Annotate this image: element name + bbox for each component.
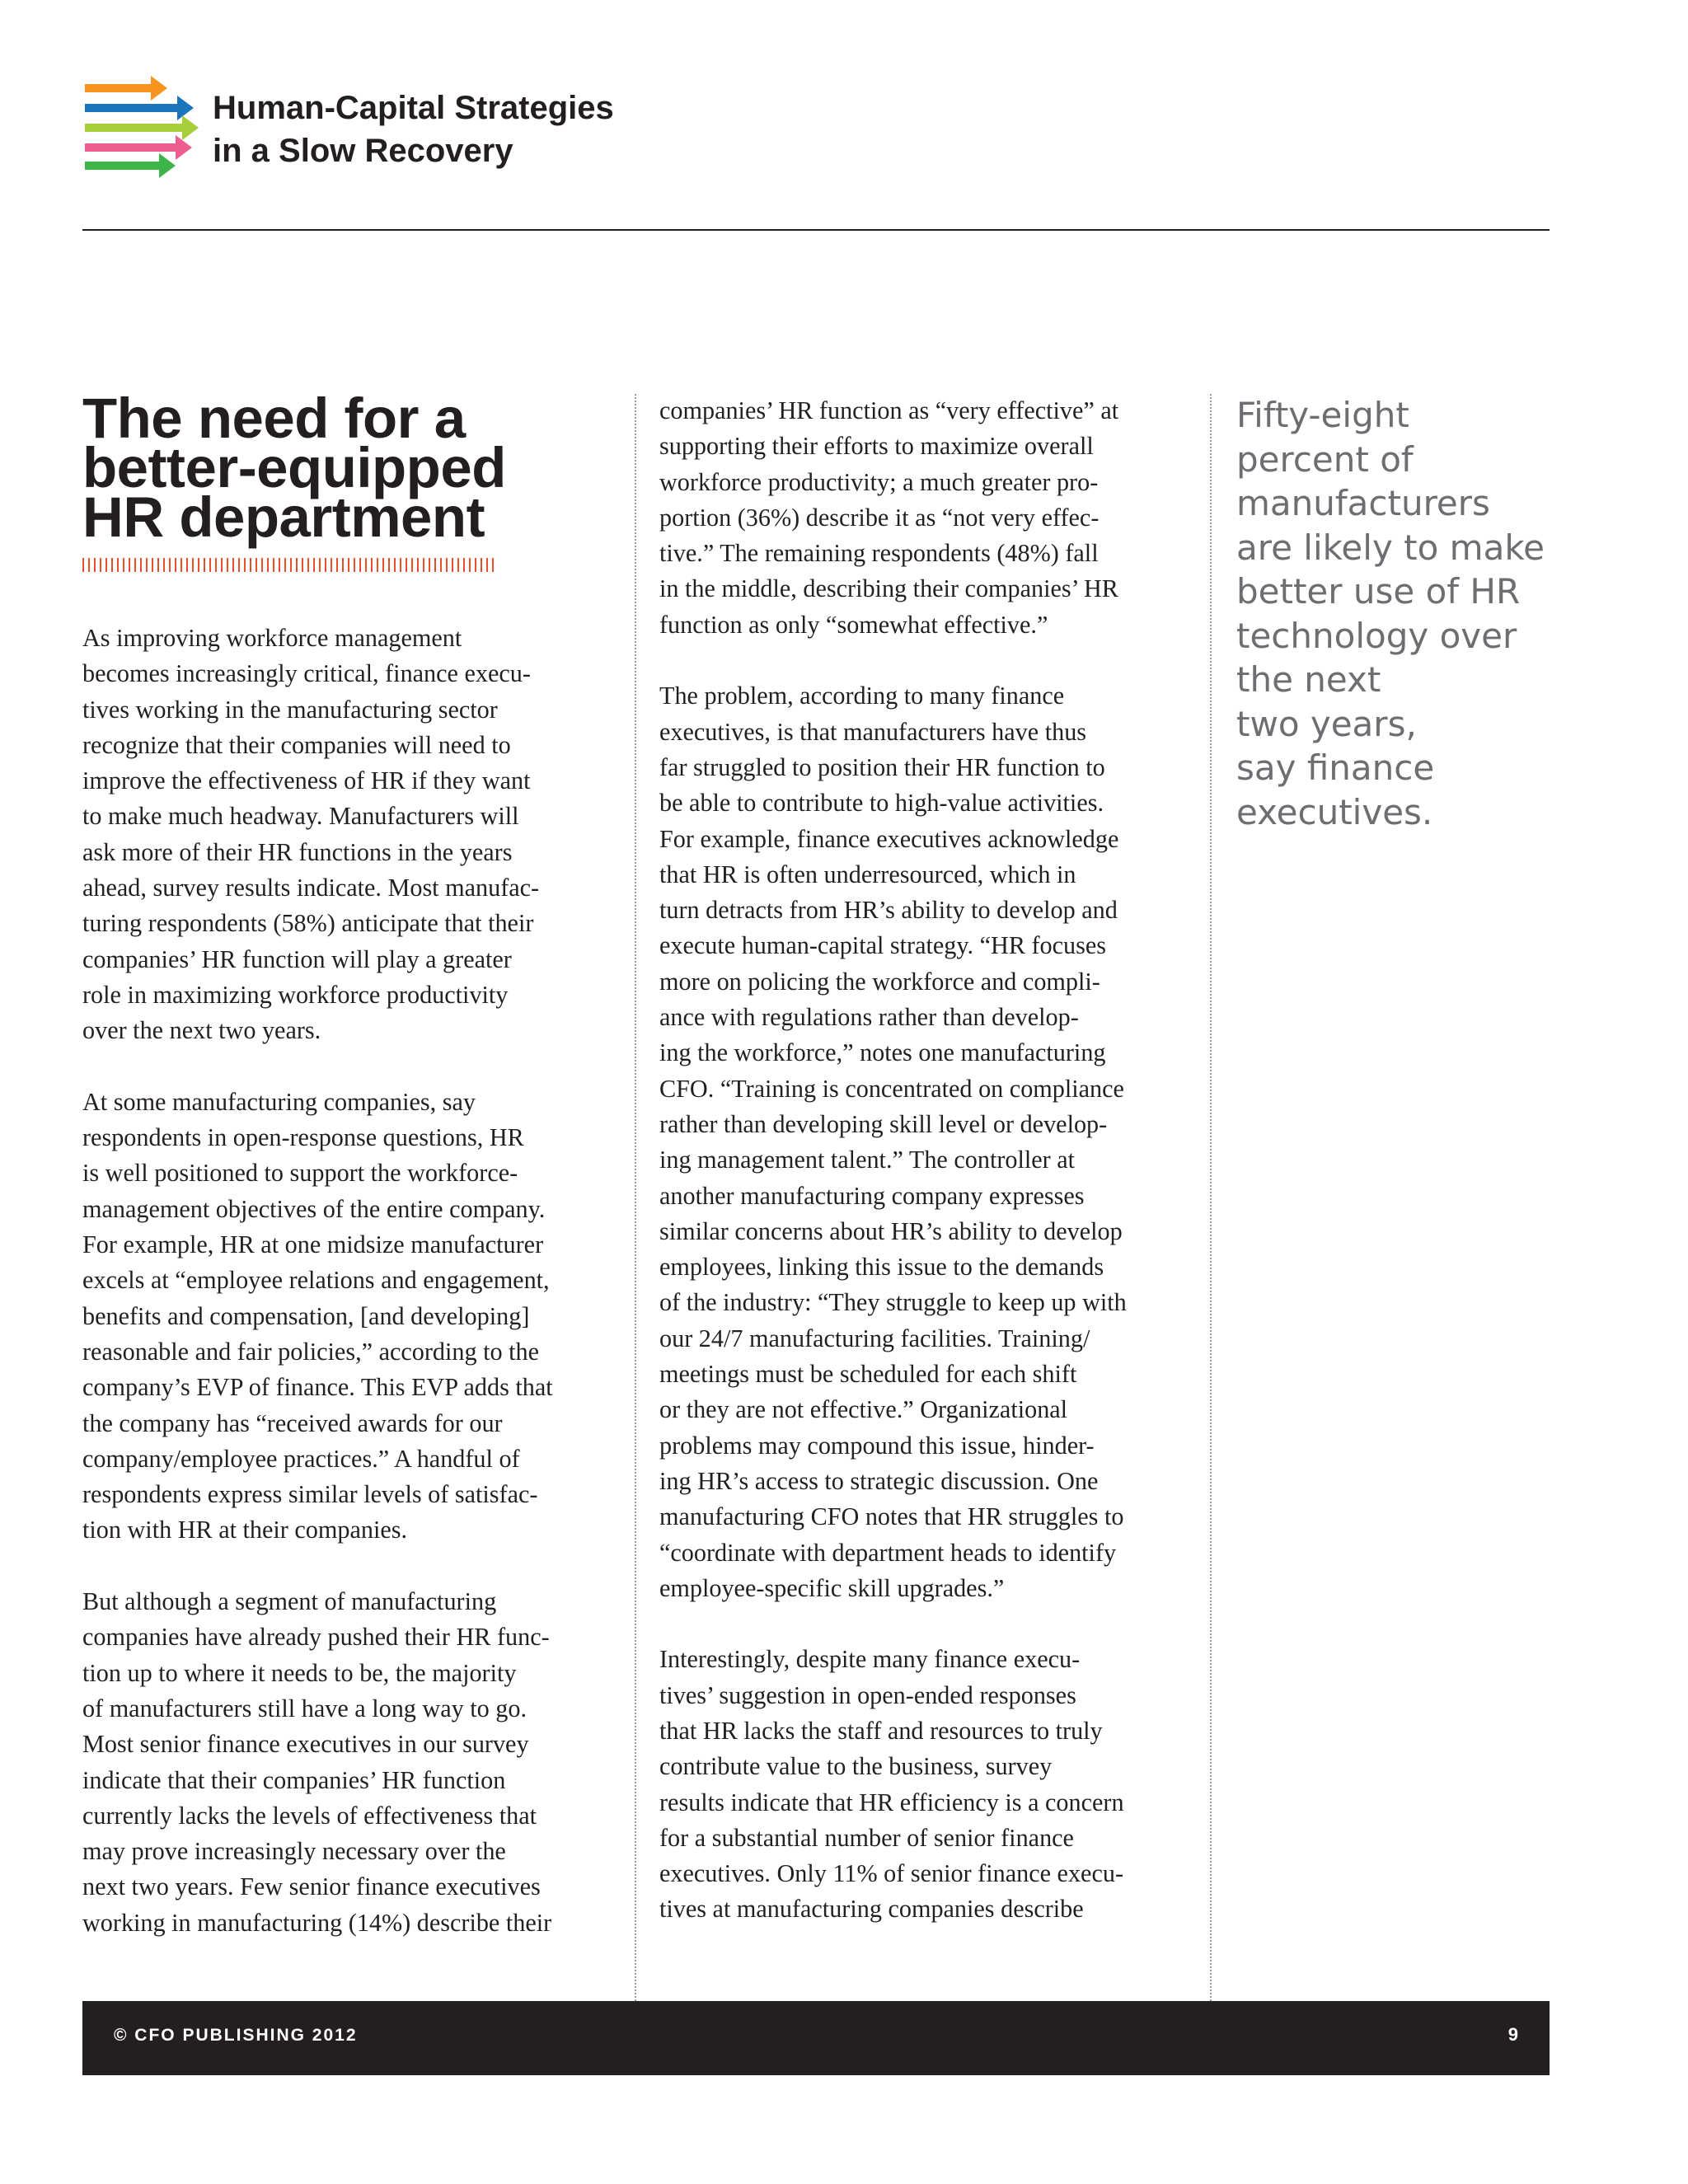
body-text-line: But although a segment of manufacturing <box>82 1587 497 1616</box>
body-text-line: management objectives of the entire company. <box>82 1194 546 1223</box>
section-heading-line-1: The need for a <box>82 387 466 450</box>
heading-tick-underline <box>82 558 495 572</box>
column-divider-2 <box>1210 394 1212 2001</box>
pull-quote-line: say finance <box>1236 748 1435 788</box>
body-text-line: tives’ suggestion in open-ended responses <box>659 1680 1076 1709</box>
body-text-line: The problem, according to many finance <box>659 682 1065 710</box>
paragraph-break <box>82 1549 618 1584</box>
body-text-line: ing HR’s access to strategic discussion. One <box>659 1466 1099 1495</box>
body-text-line: ahead, survey results indicate. Most manufac- <box>82 874 540 902</box>
body-text-line: results indicate that HR efficiency is a concern <box>659 1788 1124 1816</box>
logo-arrow-1 <box>85 76 167 101</box>
publication-title-line-1: Human-Capital Strategies <box>213 90 614 126</box>
body-text-line: As improving workforce management <box>82 624 462 652</box>
body-column-2 <box>659 393 1195 1928</box>
stacked-arrows-icon <box>85 76 199 178</box>
body-text-line: workforce productivity; a much greater pro- <box>659 467 1099 496</box>
body-text-line: currently lacks the levels of effectiveness that <box>82 1801 537 1830</box>
body-text-line: contribute value to the business, survey <box>659 1752 1053 1781</box>
pull-quote-line: technology over <box>1236 615 1517 656</box>
body-text-line: Most senior finance executives in our survey <box>82 1730 529 1759</box>
pull-quote-line: executives. <box>1236 791 1433 832</box>
pull-quote-line: better use of HR <box>1236 571 1521 612</box>
body-text-line: CFO. “Training is concentrated on compliance <box>659 1074 1124 1103</box>
body-text-line: improve the effectiveness of HR if they want <box>82 766 531 795</box>
logo-arrow-4 <box>85 135 192 160</box>
body-text-line: Interestingly, despite many finance execu- <box>659 1645 1081 1674</box>
publication-title <box>213 87 614 172</box>
column-divider-1 <box>635 394 636 2001</box>
logo-arrow-2 <box>85 96 194 120</box>
pull-quote-line: two years, <box>1236 703 1417 744</box>
body-text-line: “coordinate with department heads to identify <box>659 1538 1117 1567</box>
body-text-line: executives. Only 11% of senior finance execu- <box>659 1859 1123 1888</box>
body-text-line: employee-specific skill upgrades.” <box>659 1573 1005 1602</box>
body-text-line: for a substantial number of senior finance <box>659 1823 1074 1852</box>
body-text-line: working in manufacturing (14%) describe their <box>82 1908 552 1937</box>
body-text-line: tion up to where it needs to be, the majority <box>82 1658 517 1687</box>
body-text-line: similar concerns about HR’s ability to develop <box>659 1216 1123 1245</box>
body-text-line: of manufacturers still have a long way to go. <box>82 1694 528 1722</box>
body-text-line: supporting their efforts to maximize overall <box>659 432 1094 461</box>
body-text-line: function as only “somewhat effective.” <box>659 610 1048 639</box>
body-text-line: or they are not effective.” Organizational <box>659 1395 1068 1424</box>
body-text-line: that HR is often underresourced, which in <box>659 860 1076 888</box>
body-text-line: indicate that their companies’ HR function <box>82 1765 506 1794</box>
body-text-line: to make much headway. Manufacturers will <box>82 802 519 831</box>
section-heading-line-2: better-equipped <box>82 436 506 499</box>
body-text-line: next two years. Few senior finance executives <box>82 1872 541 1901</box>
body-text-line: respondents express similar levels of satisfac- <box>82 1480 538 1509</box>
pull-quote <box>1236 393 1550 834</box>
body-text-line: ance with regulations rather than develop- <box>659 1003 1079 1032</box>
page-number: 9 <box>1507 2024 1518 2045</box>
body-text-line: companies’ HR function will play a greater <box>82 944 512 973</box>
header-divider <box>82 229 1550 231</box>
body-text-line: be able to contribute to high-value activities. <box>659 789 1104 818</box>
paragraph-break <box>659 1606 1195 1642</box>
body-text-line: ask more of their HR functions in the years <box>82 837 513 866</box>
section-heading-line-3: HR department <box>82 485 485 549</box>
body-text-line: in the middle, describing their companies’ HR <box>659 574 1118 603</box>
body-text-line: more on policing the workforce and compli- <box>659 967 1100 996</box>
body-text-line: role in maximizing workforce productivity <box>82 980 509 1009</box>
body-text-line: company’s EVP of finance. This EVP adds that <box>82 1373 553 1402</box>
logo-arrow-3 <box>85 115 199 140</box>
pull-quote-line: manufacturers <box>1236 483 1490 523</box>
pull-quote-line: percent of <box>1236 438 1414 480</box>
paragraph-break <box>82 1049 618 1085</box>
body-text-line: tion with HR at their companies. <box>82 1516 408 1544</box>
body-text-line: employees, linking this issue to the demands <box>659 1253 1104 1282</box>
pull-quote-line: the next <box>1236 659 1381 700</box>
logo-arrow-5 <box>85 153 176 178</box>
body-text-line: At some manufacturing companies, say <box>82 1087 476 1116</box>
body-text-line: companies’ HR function as “very effective” at <box>659 396 1119 424</box>
body-text-line: becomes increasingly critical, finance execu- <box>82 659 531 688</box>
body-text-line: meetings must be scheduled for each shift <box>659 1360 1077 1389</box>
publication-title-line-2: in a Slow Recovery <box>213 133 513 169</box>
body-text-line: portion (36%) describe it as “not very effec- <box>659 503 1100 532</box>
body-text-line: For example, HR at one midsize manufacturer <box>82 1230 544 1259</box>
body-text-line: rather than developing skill level or develop- <box>659 1109 1108 1138</box>
body-text-line: excels at “employee relations and engagement, <box>82 1266 550 1295</box>
pull-quote-line: Fifty-eight <box>1236 395 1409 435</box>
body-text-line: execute human-capital strategy. “HR focuses <box>659 931 1107 960</box>
body-text-line: recognize that their companies will need to <box>82 730 511 759</box>
body-text-line: company/employee practices.” A handful of <box>82 1444 520 1473</box>
body-text-line: ing the workforce,” notes one manufacturing <box>659 1038 1106 1067</box>
section-heading <box>82 387 643 549</box>
body-text-line: manufacturing CFO notes that HR struggles to <box>659 1502 1124 1531</box>
body-text-line: over the next two years. <box>82 1016 321 1045</box>
body-text-line: tives at manufacturing companies describe <box>659 1895 1084 1924</box>
body-text-line: our 24/7 manufacturing facilities. Training/ <box>659 1324 1090 1352</box>
paragraph-break <box>659 643 1195 678</box>
body-text-line: ing management talent.” The controller at <box>659 1146 1076 1174</box>
body-text-line: that HR lacks the staff and resources to truly <box>659 1716 1103 1745</box>
body-text-line: tives working in the manufacturing sector <box>82 695 498 724</box>
body-text-line: of the industry: “They struggle to keep up with <box>659 1288 1127 1317</box>
body-text-line: benefits and compensation, [and developing] <box>82 1301 530 1330</box>
body-text-line: reasonable and fair policies,” according to the <box>82 1337 540 1366</box>
body-text-line: problems may compound this issue, hinder- <box>659 1431 1095 1460</box>
body-text-line: may prove increasingly necessary over the <box>82 1837 506 1866</box>
body-text-line: respondents in open-response questions, HR <box>82 1123 524 1152</box>
body-column-1 <box>82 621 618 1941</box>
body-text-line: executives, is that manufacturers have thus <box>659 717 1087 746</box>
body-text-line: another manufacturing company expresses <box>659 1181 1085 1210</box>
pull-quote-line: are likely to make <box>1236 527 1545 568</box>
body-text-line: turn detracts from HR’s ability to develop and <box>659 896 1118 925</box>
body-text-line: tive.” The remaining respondents (48%) fall <box>659 539 1099 568</box>
body-text-line: companies have already pushed their HR func- <box>82 1623 550 1652</box>
body-text-line: far struggled to position their HR function to <box>659 752 1105 781</box>
body-text-line: turing respondents (58%) anticipate that their <box>82 909 534 938</box>
footer-copyright: © CFO PUBLISHING 2012 <box>114 2026 358 2045</box>
body-text-line: the company has “received awards for our <box>82 1408 503 1437</box>
body-text-line: For example, finance executives acknowledge <box>659 824 1119 853</box>
page-footer <box>82 2001 1550 2075</box>
body-text-line: is well positioned to support the workforce- <box>82 1159 518 1188</box>
